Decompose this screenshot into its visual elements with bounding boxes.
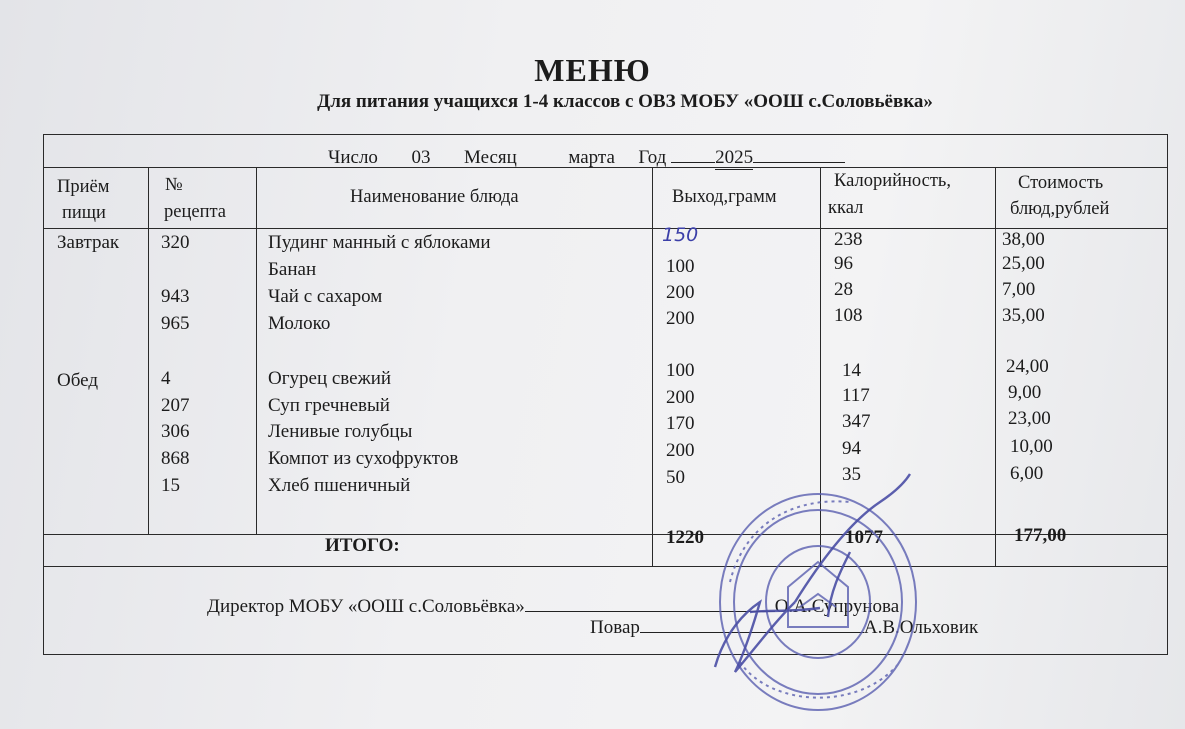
recipe-number: 868 <box>161 448 190 469</box>
cost-value: 35,00 <box>1002 305 1045 326</box>
col-header-calories-2: ккал <box>828 198 864 218</box>
output-grams: 200 <box>666 440 695 461</box>
calories-value: 28 <box>834 279 853 300</box>
col-header-dish: Наименование блюда <box>350 187 519 207</box>
col-header-recipe-1: № <box>165 175 183 195</box>
dish-name: Банан <box>268 259 317 280</box>
month-value: марта <box>568 147 615 168</box>
cost-value: 25,00 <box>1002 253 1045 274</box>
year-value: 2025 <box>715 147 754 168</box>
date-line <box>328 144 845 170</box>
dish-name: Компот из сухофруктов <box>268 448 459 469</box>
day-label: Число <box>328 147 378 168</box>
recipe-number: 207 <box>161 395 190 416</box>
dish-name: Суп гречневый <box>268 395 390 416</box>
col-divider-2 <box>256 167 257 534</box>
official-stamp-icon <box>700 462 960 729</box>
cost-value: 10,00 <box>1010 436 1053 457</box>
year-label: Год <box>638 147 667 168</box>
output-grams: 100 <box>666 256 695 277</box>
col-header-cost-1: Стоимость <box>1018 173 1104 193</box>
cook-label: Повар <box>590 617 640 638</box>
recipe-number: 943 <box>161 286 190 307</box>
output-grams: 200 <box>666 387 695 408</box>
calories-value: 238 <box>834 229 863 250</box>
col-header-cost-2: блюд,рублей <box>1010 199 1110 219</box>
output-grams: 200 <box>666 308 695 329</box>
recipe-number: 15 <box>161 475 180 496</box>
cook-name: А.В.Ольховик <box>863 617 979 638</box>
meal-lunch: Обед <box>57 370 98 391</box>
col-header-output: Выход,грамм <box>672 187 777 207</box>
totals-calories: 1077 <box>845 527 883 548</box>
cost-value: 38,00 <box>1002 229 1045 250</box>
dish-name: Пудинг манный с яблоками <box>268 232 491 253</box>
recipe-number: 320 <box>161 232 190 253</box>
calories-value: 347 <box>842 411 871 432</box>
calories-value: 35 <box>842 464 861 485</box>
output-grams: 200 <box>666 282 695 303</box>
day-value: 03 <box>411 147 431 168</box>
totals-label: ИТОГО: <box>325 535 400 556</box>
dish-name: Молоко <box>268 313 331 334</box>
meal-breakfast: Завтрак <box>57 232 120 253</box>
recipe-number: 4 <box>161 368 171 389</box>
dish-name: Ленивые голубцы <box>268 421 413 442</box>
page-title: МЕНЮ <box>534 52 651 88</box>
col-header-recipe-2: рецепта <box>164 202 226 222</box>
header-bottom-divider <box>43 228 1168 229</box>
dish-name: Чай с сахаром <box>268 286 383 307</box>
dish-name: Хлеб пшеничный <box>268 475 411 496</box>
col-header-calories-1: Калорийность, <box>834 171 951 191</box>
calories-value: 117 <box>842 385 870 406</box>
month-label: Месяц <box>463 147 517 168</box>
cost-value: 23,00 <box>1008 408 1051 429</box>
totals-output: 1220 <box>666 527 704 548</box>
cost-value: 6,00 <box>1010 463 1044 484</box>
totals-bottom-divider <box>43 566 1168 567</box>
col-header-meal-2: пищи <box>62 203 106 223</box>
cost-value: 24,00 <box>1006 356 1049 377</box>
cost-value: 9,00 <box>1008 382 1042 403</box>
calories-value: 96 <box>834 253 853 274</box>
col-divider-3 <box>652 167 653 566</box>
totals-top-divider <box>43 534 1168 535</box>
recipe-number: 306 <box>161 421 190 442</box>
output-grams: 50 <box>666 467 685 488</box>
output-grams: 170 <box>666 413 695 434</box>
page-subtitle: Для питания учащихся 1-4 классов с ОВЗ МОБУ «ООШ с.Соловьёвка» <box>317 91 933 112</box>
dish-name: Огурец свежий <box>268 368 392 389</box>
director-name: О.А.Супрунова <box>774 596 900 617</box>
calories-value: 108 <box>834 305 863 326</box>
output-grams-handwritten: 150 <box>662 224 699 246</box>
cost-value: 7,00 <box>1002 279 1036 300</box>
col-divider-1 <box>148 167 149 534</box>
calories-value: 94 <box>842 438 861 459</box>
col-header-meal-1: Приём <box>57 177 110 197</box>
director-label: Директор МОБУ «ООШ с.Соловьёвка» <box>207 596 525 617</box>
calories-value: 14 <box>842 360 861 381</box>
recipe-number: 965 <box>161 313 190 334</box>
output-grams: 100 <box>666 360 695 381</box>
col-divider-5 <box>995 167 996 566</box>
totals-cost: 177,00 <box>1014 525 1067 546</box>
